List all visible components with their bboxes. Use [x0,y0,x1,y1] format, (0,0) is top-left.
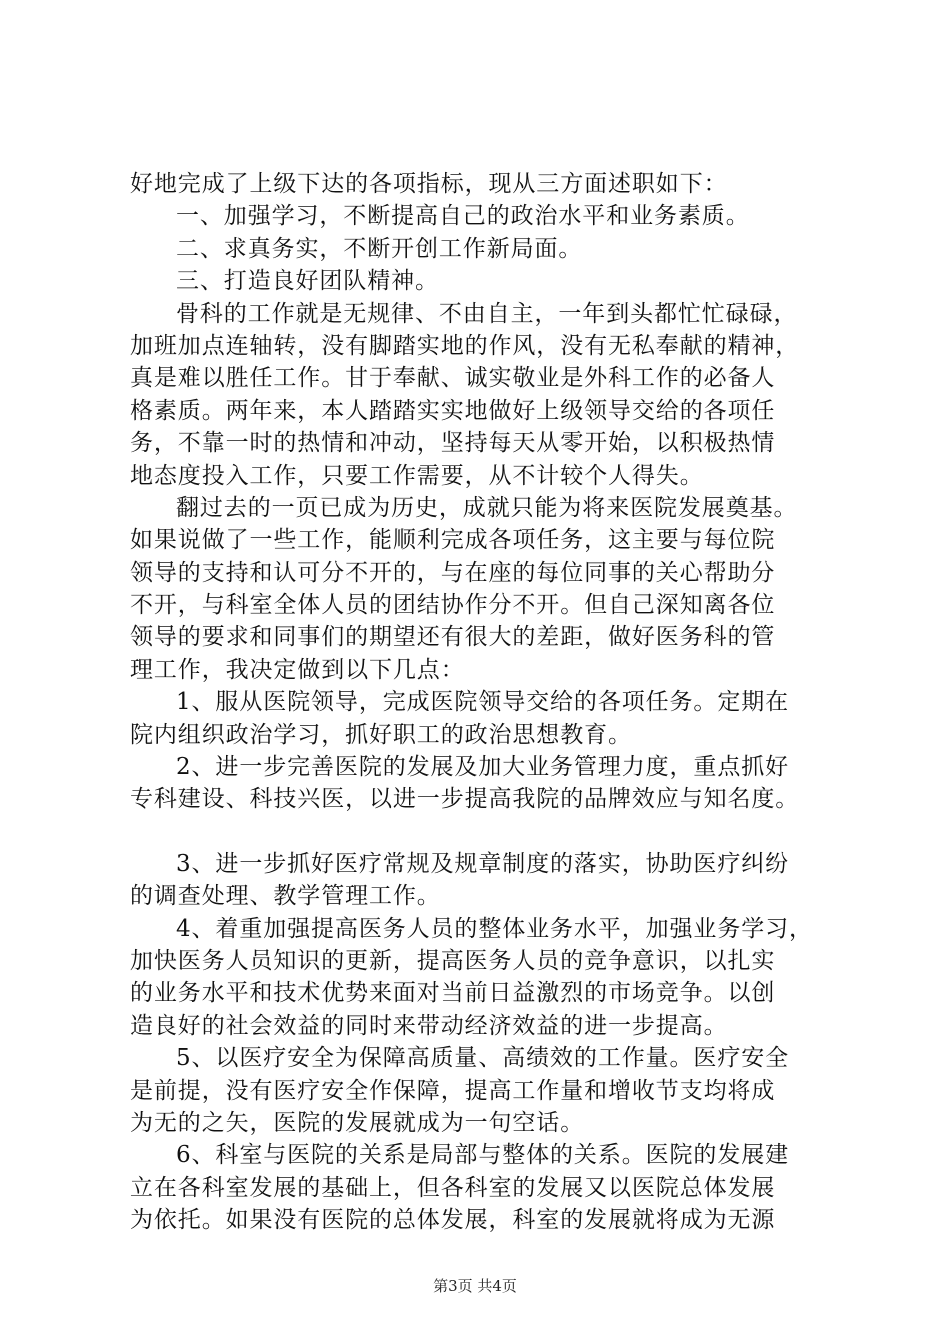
text-line: 专科建设、科技兴医，以进一步提高我院的品牌效应与知名度。 [130,786,800,813]
text-line: 加班加点连轴转，没有脚踏实地的作风，没有无私奉献的精神， [130,332,800,359]
text-line: 好地完成了上级下达的各项指标，现从三方面述职如下： [130,171,728,197]
text-line: 6、科室与医院的关系是局部与整体的关系。医院的发展建 [176,1142,790,1169]
text-line: 1、服从医院领导，完成医院领导交给的各项任务。定期在 [176,689,790,716]
text-line: 的调查处理、教学管理工作。 [130,883,441,910]
text-line: 造良好的社会效益的同时来带动经济效益的进一步提高。 [130,1012,728,1039]
text-line: 地态度投入工作，只要工作需要，从不计较个人得失。 [130,462,704,489]
text-line: 三、打造良好团队精神。 [176,268,439,295]
text-line: 二、求真务实，不断开创工作新局面。 [176,235,583,262]
text-line: 立在各科室发展的基础上，但各科室的发展又以医院总体发展 [130,1174,776,1201]
text-line: 一、加强学习，不断提高自己的政治水平和业务素质。 [176,203,750,230]
text-line: 领导的要求和同事们的期望还有很大的差距，做好医务科的管 [130,624,776,651]
text-line: 如果说做了一些工作，能顺利完成各项任务，这主要与每位院 [130,527,776,554]
text-line: 翻过去的一页已成为历史，成就只能为将来医院发展奠基。 [176,494,798,521]
text-line: 院内组织政治学习，抓好职工的政治思想教育。 [130,721,632,748]
text-line: 领导的支持和认可分不开的，与在座的每位同事的关心帮助分 [130,559,776,586]
text-line: 理工作，我决定做到以下几点： [130,656,465,683]
text-line: 4、着重加强提高医务人员的整体业务水平，加强业务学习， [176,915,813,942]
text-line: 的业务水平和技术优势来面对当前日益激烈的市场竞争。以创 [130,980,776,1007]
text-line: 务，不靠一时的热情和冲动，坚持每天从零开始，以积极热情 [130,430,776,457]
text-line: 不开，与科室全体人员的团结协作分不开。但自己深知离各位 [130,592,776,619]
text-line: 2、进一步完善医院的发展及加大业务管理力度，重点抓好 [176,754,790,781]
document-body [130,168,830,1237]
text-line: 骨科的工作就是无规律、不由自主，一年到头都忙忙碌碌， [176,300,798,327]
text-line: 为无的之矢，医院的发展就成为一句空话。 [130,1109,585,1136]
text-line: 格素质。两年来，本人踏踏实实地做好上级领导交给的各项任 [130,397,776,424]
page-number-footer: 第3页 共4页 [433,1277,517,1295]
paragraph-gap [130,816,830,848]
text-line: 为依托。如果没有医院的总体发展，科室的发展就将成为无源 [130,1207,776,1234]
text-line: 加快医务人员知识的更新，提高医务人员的竞争意识，以扎实 [130,947,776,974]
text-line: 3、进一步抓好医疗常规及规章制度的落实，协助医疗纠纷 [176,850,790,877]
text-line: 真是难以胜任工作。甘于奉献、诚实敬业是外科工作的必备人 [130,365,776,392]
text-line: 5、以医疗安全为保障高质量、高绩效的工作量。医疗安全 [176,1045,790,1072]
text-line: 是前提，没有医疗安全作保障，提高工作量和增收节支均将成 [130,1077,776,1104]
